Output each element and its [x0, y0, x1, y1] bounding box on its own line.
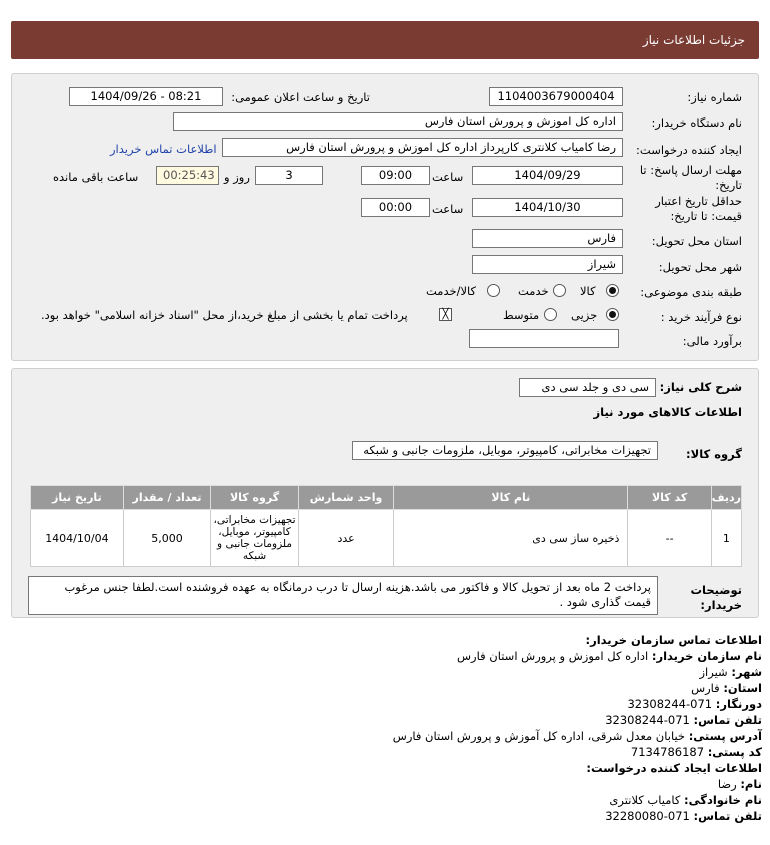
- creator-label: ایجاد کننده درخواست:: [636, 143, 742, 157]
- description-field: سی دی و جلد سی دی: [519, 378, 656, 397]
- process-minor-radio[interactable]: [606, 308, 619, 321]
- col-unit-header: واحد شمارش: [298, 486, 394, 510]
- validity-time-label: ساعت: [432, 202, 464, 216]
- category-service-label: خدمت: [518, 284, 549, 298]
- treasury-checkbox[interactable]: ╳: [439, 308, 452, 321]
- buyer-org-label: نام دستگاه خریدار:: [651, 116, 742, 130]
- cell-date: 1404/10/04: [31, 510, 124, 567]
- buyer-org-field: اداره کل اموزش و پرورش استان فارس: [173, 112, 623, 131]
- validity-time-field: 00:00: [361, 198, 430, 217]
- province-field: فارس: [472, 229, 623, 248]
- contact-phone: 071-32308244: [605, 713, 690, 727]
- cell-qty: 5,000: [123, 510, 210, 567]
- category-service-radio[interactable]: [553, 284, 566, 297]
- creator-name: رضا: [717, 777, 737, 791]
- buyer-notes-label-line1: توضیحات: [690, 583, 742, 597]
- col-code-header: کد کالا: [628, 486, 711, 510]
- treasury-note: پرداخت تمام یا بخشی از مبلغ خرید،از محل "اسناد خزانه اسلامی" خواهد بود.: [41, 308, 408, 322]
- need-number-field: 1104003679000404: [489, 87, 623, 106]
- city-field: شیراز: [472, 255, 623, 274]
- goods-group-label: گروه کالا:: [686, 447, 742, 461]
- contact-postal: 7134786187: [630, 745, 705, 759]
- goods-group-field: تجهیزات مخابراتی، کامپیوتر، موبایل، ملزومات جانبی و شبکه: [352, 441, 658, 460]
- category-goods-radio[interactable]: [606, 284, 619, 297]
- deadline-label-line2: تاریخ:: [715, 178, 742, 192]
- remaining-time-field: 00:25:43: [156, 166, 219, 185]
- contact-heading: اطلاعات تماس سازمان خریدار:: [585, 633, 762, 647]
- contact-fax-label: دورنگار:: [715, 697, 762, 711]
- col-qty-header: تعداد / مقدار: [123, 486, 210, 510]
- col-row-header: ردیف: [711, 486, 741, 510]
- contact-city-label: شهر:: [731, 665, 762, 679]
- validity-date-field: 1404/10/30: [472, 198, 623, 217]
- goods-table: [30, 485, 742, 567]
- creator-field: رضا کامیاب کلانتری کارپرداز اداره کل اموزش و پرورش استان فارس: [222, 138, 623, 157]
- deadline-time-label: ساعت: [432, 170, 464, 184]
- process-medium-radio[interactable]: [544, 308, 557, 321]
- province-label: استان محل تحویل:: [651, 234, 742, 248]
- contact-org: اداره کل اموزش و پرورش استان فارس: [457, 649, 649, 663]
- cell-group: تجهیزات مخابراتی، کامپیوتر، موبایل، ملزومات جانبی و شبکه: [211, 510, 299, 567]
- col-name-header: نام کالا: [394, 486, 628, 510]
- contact-province-label: استان:: [723, 681, 762, 695]
- announce-field: 1404/09/26 - 08:21: [69, 87, 223, 106]
- announce-label: تاریخ و ساعت اعلان عمومی:: [231, 90, 370, 104]
- creator-phone: 071-32280080: [605, 809, 690, 823]
- page-title: جزئیات اطلاعات نیاز: [642, 33, 745, 47]
- cell-code: --: [628, 510, 711, 567]
- budget-label: برآورد مالی:: [682, 334, 742, 348]
- deadline-date-field: 1404/09/29: [472, 166, 623, 185]
- page-header: [11, 21, 759, 59]
- contact-address-label: آدرس پستی:: [688, 729, 762, 743]
- creator-name-label: نام:: [740, 777, 762, 791]
- budget-field: [469, 329, 619, 348]
- process-minor-label: جزیی: [571, 308, 598, 322]
- cell-unit: عدد: [298, 510, 394, 567]
- remaining-label: ساعت باقی مانده: [53, 170, 139, 184]
- validity-label-line2: قیمت: تا تاریخ:: [670, 209, 742, 223]
- validity-label-line1: حداقل تاریخ اعتبار: [655, 194, 742, 208]
- creator-family-label: نام خانوادگی:: [684, 793, 762, 807]
- goods-heading: اطلاعات کالاهای مورد نیاز: [593, 405, 742, 419]
- days-label: روز و: [224, 170, 250, 184]
- contact-province: فارس: [691, 681, 720, 695]
- process-label: نوع فرآیند خرید :: [660, 310, 742, 324]
- contact-section: [12, 632, 762, 824]
- buyer-notes-label-line2: خریدار:: [700, 598, 742, 612]
- cell-name: ذخیره ساز سی دی: [394, 510, 628, 567]
- contact-fax: 071-32308244: [627, 697, 713, 711]
- table-row: [31, 510, 742, 567]
- category-both-label: کالا/خدمت: [426, 284, 477, 298]
- col-group-header: گروه کالا: [211, 486, 299, 510]
- city-label: شهر محل تحویل:: [658, 260, 742, 274]
- contact-postal-label: کد پستی:: [707, 745, 762, 759]
- category-goods-label: کالا: [580, 284, 596, 298]
- buyer-contact-link[interactable]: اطلاعات تماس خریدار: [110, 142, 217, 156]
- contact-address: خیابان معدل شرقی، اداره کل آموزش و پرورش استان فارس: [392, 729, 686, 743]
- contact-org-label: نام سازمان خریدار:: [651, 649, 762, 663]
- col-date-header: تاریخ نیاز: [31, 486, 124, 510]
- category-label: طبقه بندی موضوعی:: [640, 285, 742, 299]
- process-medium-label: متوسط: [503, 308, 540, 322]
- description-label: شرح کلی نیاز:: [659, 380, 742, 394]
- days-field: 3: [255, 166, 323, 185]
- contact-phone-label: تلفن تماس:: [693, 713, 762, 727]
- deadline-label-line1: مهلت ارسال پاسخ: تا: [639, 163, 742, 177]
- creator-phone-label: تلفن تماس:: [693, 809, 762, 823]
- contact-city: شیراز: [699, 665, 728, 679]
- goods-table-header: [31, 486, 742, 510]
- buyer-notes-field: پرداخت 2 ماه بعد از تحویل کالا و فاکتور می باشد.هزینه ارسال تا درب درمانگاه به عهده فروشنده است.لطفا جنس مرغوب قیمت گذاری شود .: [28, 576, 658, 615]
- category-both-radio[interactable]: [487, 284, 500, 297]
- creator-heading: اطلاعات ایجاد کننده درخواست:: [586, 761, 762, 775]
- creator-family: کامیاب کلانتری: [609, 793, 681, 807]
- need-number-label: شماره نیاز:: [687, 90, 742, 104]
- deadline-time-field: 09:00: [361, 166, 430, 185]
- cell-row: 1: [711, 510, 741, 567]
